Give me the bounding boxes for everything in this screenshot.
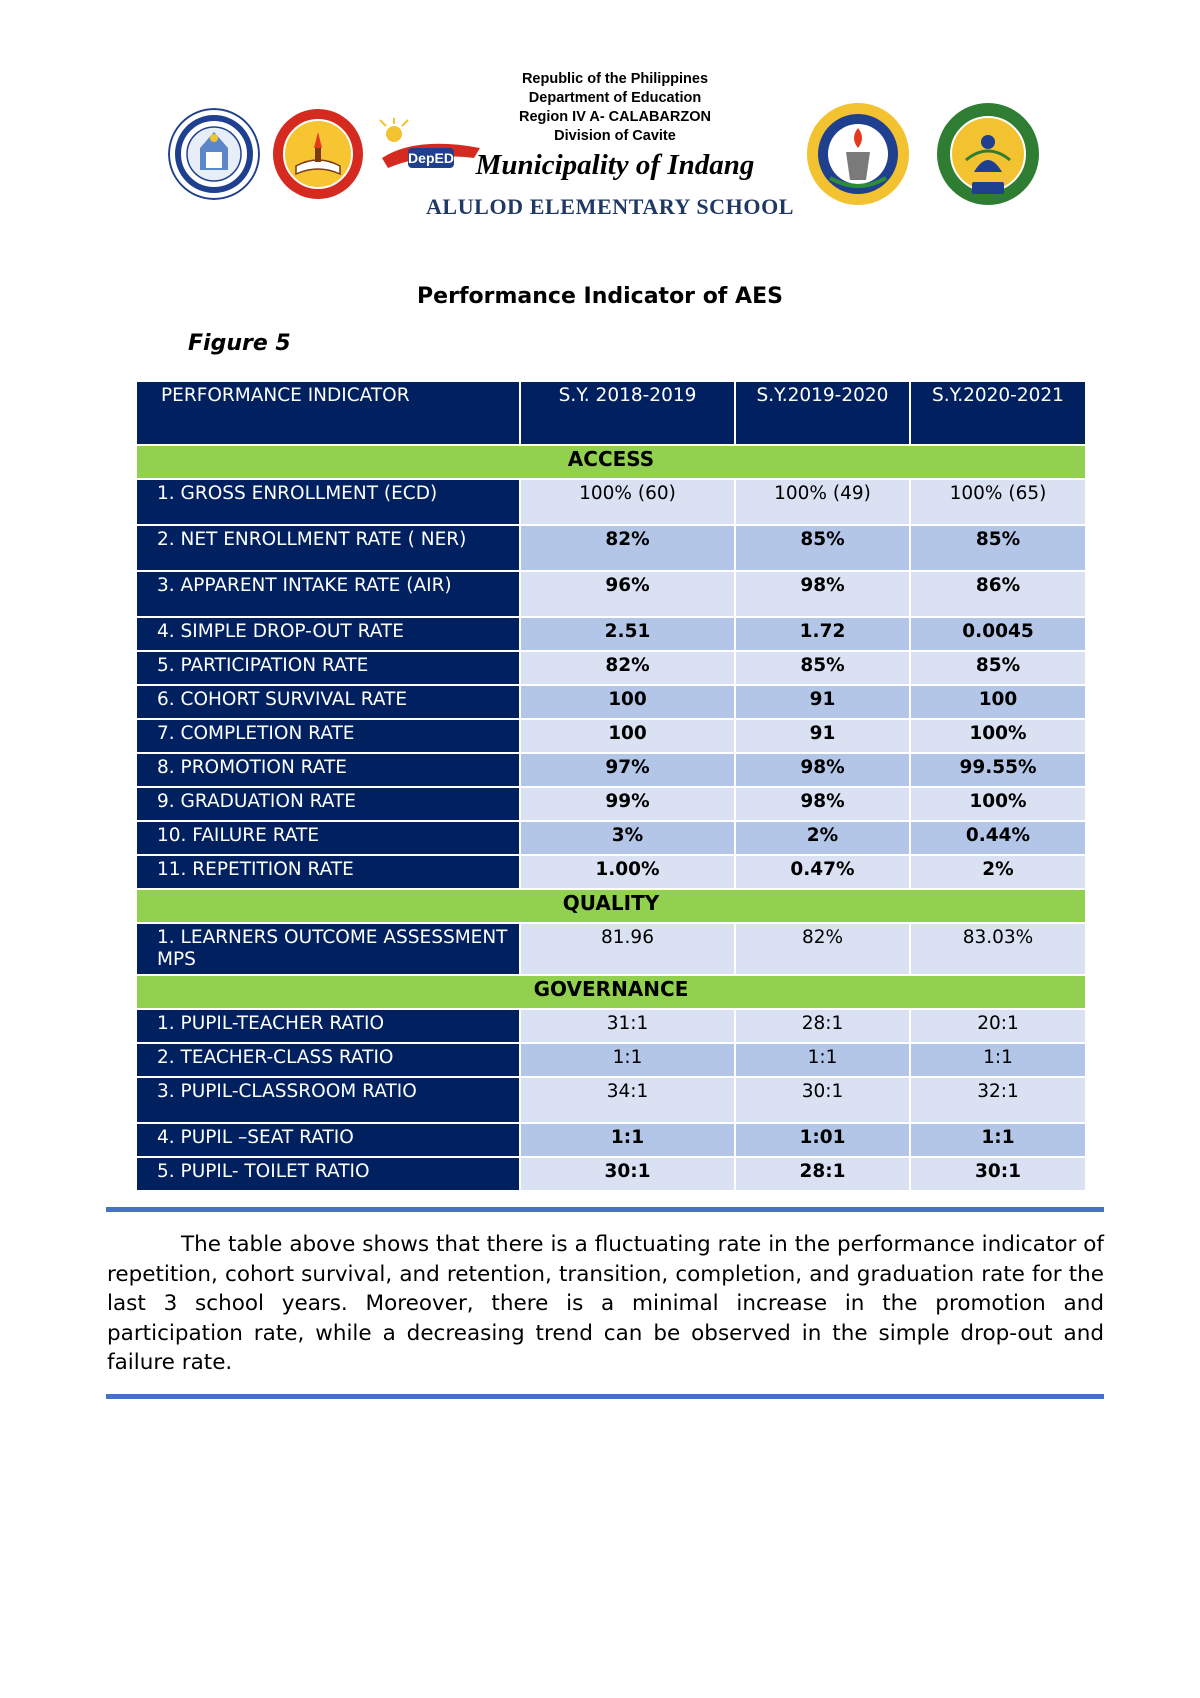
indicator-label: 8. PROMOTION RATE [136, 753, 520, 787]
value-cell: 100% (60) [520, 479, 735, 525]
column-header: S.Y. 2018-2019 [520, 381, 735, 445]
value-cell: 81.96 [520, 923, 735, 975]
value-cell: 0.47% [735, 855, 910, 889]
letterhead-line: Republic of the Philippines [521, 71, 709, 87]
value-cell: 28:1 [735, 1009, 910, 1043]
value-cell: 34:1 [520, 1077, 735, 1123]
deped-seal-icon [168, 108, 260, 200]
indicator-label: 7. COMPLETION RATE [136, 719, 520, 753]
value-cell: 0.44% [910, 821, 1086, 855]
table-row [136, 1123, 1086, 1157]
value-cell: 98% [735, 787, 910, 821]
value-cell: 97% [520, 753, 735, 787]
performance-table [135, 380, 1087, 1192]
indicator-label: 10. FAILURE RATE [136, 821, 520, 855]
value-cell: 86% [910, 571, 1086, 617]
school-name: ALULOD ELEMENTARY SCHOOL [425, 194, 795, 219]
table-row [136, 651, 1086, 685]
indicator-label: 1. LEARNERS OUTCOME ASSESSMENT MPS [136, 923, 520, 975]
value-cell: 85% [735, 651, 910, 685]
value-cell: 100% (49) [735, 479, 910, 525]
value-cell: 82% [520, 525, 735, 571]
value-cell: 2% [910, 855, 1086, 889]
value-cell: 1:1 [520, 1043, 735, 1077]
letterhead-line: Department of Education [528, 90, 702, 106]
value-cell: 32:1 [910, 1077, 1086, 1123]
value-cell: 100 [520, 685, 735, 719]
value-cell: 99% [520, 787, 735, 821]
value-cell: 85% [910, 651, 1086, 685]
value-cell: 100% [910, 787, 1086, 821]
value-cell: 31:1 [520, 1009, 735, 1043]
value-cell: 30:1 [520, 1157, 735, 1191]
indicator-label: 2. NET ENROLLMENT RATE ( NER) [136, 525, 520, 571]
column-header: S.Y.2019-2020 [735, 381, 910, 445]
municipality-name: Municipality of Indang [475, 149, 755, 181]
section-heading: GOVERNANCE [136, 975, 1086, 1009]
table-row [136, 1077, 1086, 1123]
value-cell: 100 [910, 685, 1086, 719]
region-seal-icon [272, 108, 364, 200]
indicator-label: 1. PUPIL-TEACHER RATIO [136, 1009, 520, 1043]
indicator-label: 9. GRADUATION RATE [136, 787, 520, 821]
table-row [136, 1157, 1086, 1191]
indicator-label: 2. TEACHER-CLASS RATIO [136, 1043, 520, 1077]
letterhead-line: Region IV A- CALABARZON [519, 109, 711, 125]
value-cell: 91 [735, 685, 910, 719]
value-cell: 100 [520, 719, 735, 753]
value-cell: 96% [520, 571, 735, 617]
municipality-seal-icon [806, 102, 910, 206]
value-cell: 82% [520, 651, 735, 685]
value-cell: 1.00% [520, 855, 735, 889]
table-row [136, 479, 1086, 525]
indicator-label: 6. COHORT SURVIVAL RATE [136, 685, 520, 719]
value-cell: 85% [735, 525, 910, 571]
section-row-quality [136, 889, 1086, 923]
section-row-access [136, 445, 1086, 479]
indicator-label: 5. PUPIL- TOILET RATIO [136, 1157, 520, 1191]
table-row [136, 753, 1086, 787]
summary-paragraph [107, 1230, 1104, 1378]
indicator-label: 4. PUPIL –SEAT RATIO [136, 1123, 520, 1157]
section-heading: ACCESS [136, 445, 1086, 479]
value-cell: 3% [520, 821, 735, 855]
value-cell: 99.55% [910, 753, 1086, 787]
table-row [136, 923, 1086, 975]
value-cell: 83.03% [910, 923, 1086, 975]
table-row [136, 1009, 1086, 1043]
value-cell: 1:1 [735, 1043, 910, 1077]
indicator-label: 3. APPARENT INTAKE RATE (AIR) [136, 571, 520, 617]
value-cell: 2% [735, 821, 910, 855]
indicator-label: 1. GROSS ENROLLMENT (ECD) [136, 479, 520, 525]
table-row [136, 525, 1086, 571]
indicator-label: 4. SIMPLE DROP-OUT RATE [136, 617, 520, 651]
page-title: Performance Indicator of AES [417, 284, 783, 309]
value-cell: 2.51 [520, 617, 735, 651]
school-seal-icon [936, 102, 1040, 206]
table-row [136, 1043, 1086, 1077]
indicator-label: 3. PUPIL-CLASSROOM RATIO [136, 1077, 520, 1123]
letterhead-line: Division of Cavite [554, 128, 676, 144]
table-row [136, 821, 1086, 855]
table-row [136, 617, 1086, 651]
table-row [136, 571, 1086, 617]
value-cell: 30:1 [910, 1157, 1086, 1191]
column-header: S.Y.2020-2021 [910, 381, 1086, 445]
value-cell: 1:01 [735, 1123, 910, 1157]
value-cell: 1:1 [520, 1123, 735, 1157]
table-row [136, 719, 1086, 753]
value-cell: 1:1 [910, 1043, 1086, 1077]
divider-line [106, 1207, 1104, 1212]
letterhead [460, 70, 770, 182]
value-cell: 20:1 [910, 1009, 1086, 1043]
value-cell: 91 [735, 719, 910, 753]
value-cell: 100% [910, 719, 1086, 753]
indicator-label: 5. PARTICIPATION RATE [136, 651, 520, 685]
value-cell: 1.72 [735, 617, 910, 651]
svg-text:DepED: DepED [408, 150, 454, 166]
table-row [136, 685, 1086, 719]
table-row [136, 855, 1086, 889]
value-cell: 82% [735, 923, 910, 975]
table-row [136, 787, 1086, 821]
column-header: PERFORMANCE INDICATOR [136, 381, 520, 445]
divider-line [106, 1394, 1104, 1399]
section-heading: QUALITY [136, 889, 1086, 923]
figure-label: Figure 5 [188, 331, 291, 356]
value-cell: 30:1 [735, 1077, 910, 1123]
table-body [136, 445, 1086, 1191]
value-cell: 28:1 [735, 1157, 910, 1191]
value-cell: 98% [735, 753, 910, 787]
value-cell: 0.0045 [910, 617, 1086, 651]
indicator-label: 11. REPETITION RATE [136, 855, 520, 889]
value-cell: 1:1 [910, 1123, 1086, 1157]
summary-text: The table above shows that there is a fluctuating rate in the performance indicator of repetition, cohort survival, and retention, transition, completion, and graduation rate for the last 3 school years. Moreover, there is a minimal increase in the promotion and participation rate, while a decreasing trend can be observed in the simple drop-out and failure rate. [107, 1232, 1104, 1375]
value-cell: 85% [910, 525, 1086, 571]
section-row-governance [136, 975, 1086, 1009]
value-cell: 100% (65) [910, 479, 1086, 525]
value-cell: 98% [735, 571, 910, 617]
table-header-row [136, 381, 1086, 445]
